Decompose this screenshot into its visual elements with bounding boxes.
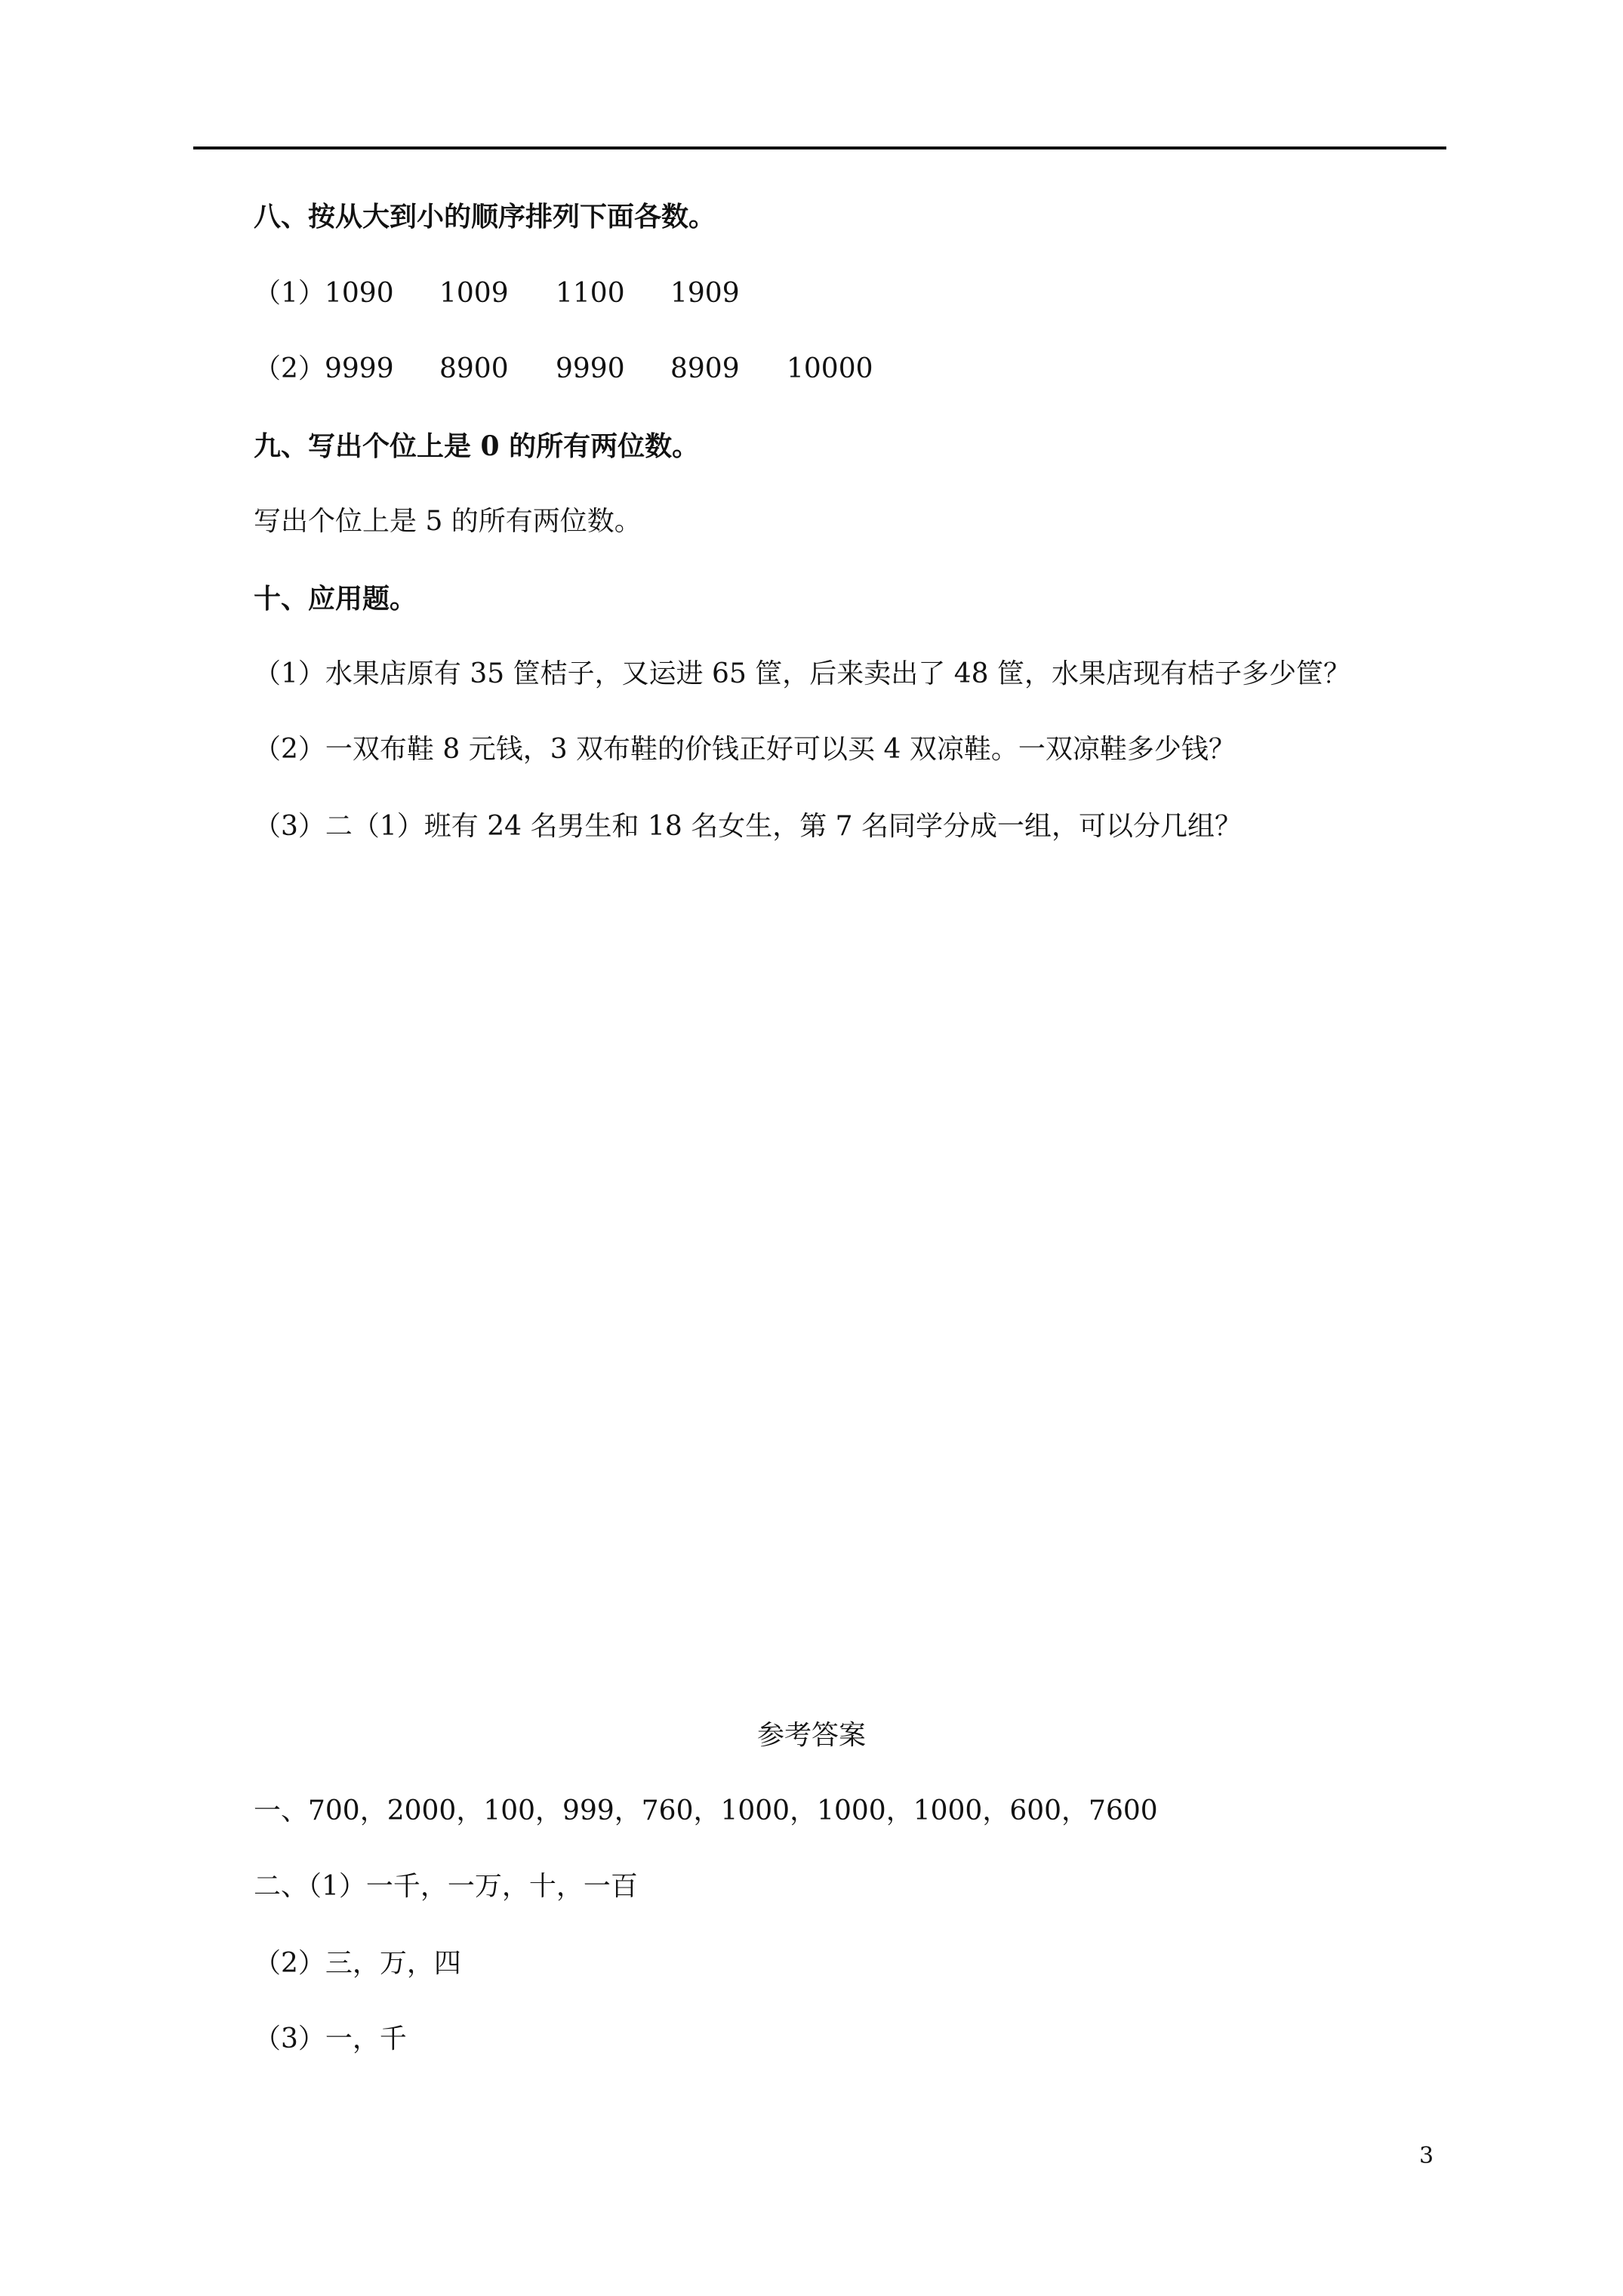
number-item: 10000: [787, 353, 873, 384]
number-item: 1090: [325, 278, 394, 309]
number-item: 1100: [556, 278, 625, 309]
answer-2-part-3: （3）一，千: [254, 2023, 407, 2054]
section-8-title: 八、按从大到小的顺序排列下面各数。: [254, 201, 716, 233]
number-item: 8909: [670, 353, 740, 384]
page-number: 3: [1419, 2143, 1434, 2169]
number-item: 1909: [670, 278, 740, 309]
question-2: （2）一双布鞋 8 元钱，3 双布鞋的价钱正好可以买 4 双凉鞋。一双凉鞋多少钱？: [254, 734, 1236, 765]
number-item: 8900: [439, 353, 509, 384]
number-item: 1009: [439, 278, 509, 309]
answer-2-part-2: （2）三，万，四: [254, 1948, 461, 1979]
question-1: （1）水果店原有 35 筐桔子，又运进 65 筐，后来卖出了 48 筐，水果店现有桔子多少筐？: [254, 658, 1350, 689]
answer-1: 一、700，2000，100，999，760，1000，1000，1000，600，7600: [254, 1795, 1158, 1826]
answer-2-part-1: 二、（1）一千，一万，十，一百: [254, 1871, 638, 1902]
header-rule: [193, 146, 1446, 149]
row-label: （2）: [254, 353, 325, 384]
section-9-line-2: 写出个位上是 5 的所有两位数。: [254, 506, 642, 537]
section-9-title: 九、写出个位上是 0 的所有两位数。: [254, 430, 700, 462]
answers-title: 参考答案: [756, 1720, 866, 1751]
number-item: 9999: [325, 353, 394, 384]
section-10-title: 十、应用题。: [254, 583, 417, 615]
row-label: （1）: [254, 278, 325, 309]
question-3: （3）二（1）班有 24 名男生和 18 名女生，第 7 名同学分成一组，可以分几组？: [254, 811, 1242, 842]
number-item: 9990: [556, 353, 625, 384]
